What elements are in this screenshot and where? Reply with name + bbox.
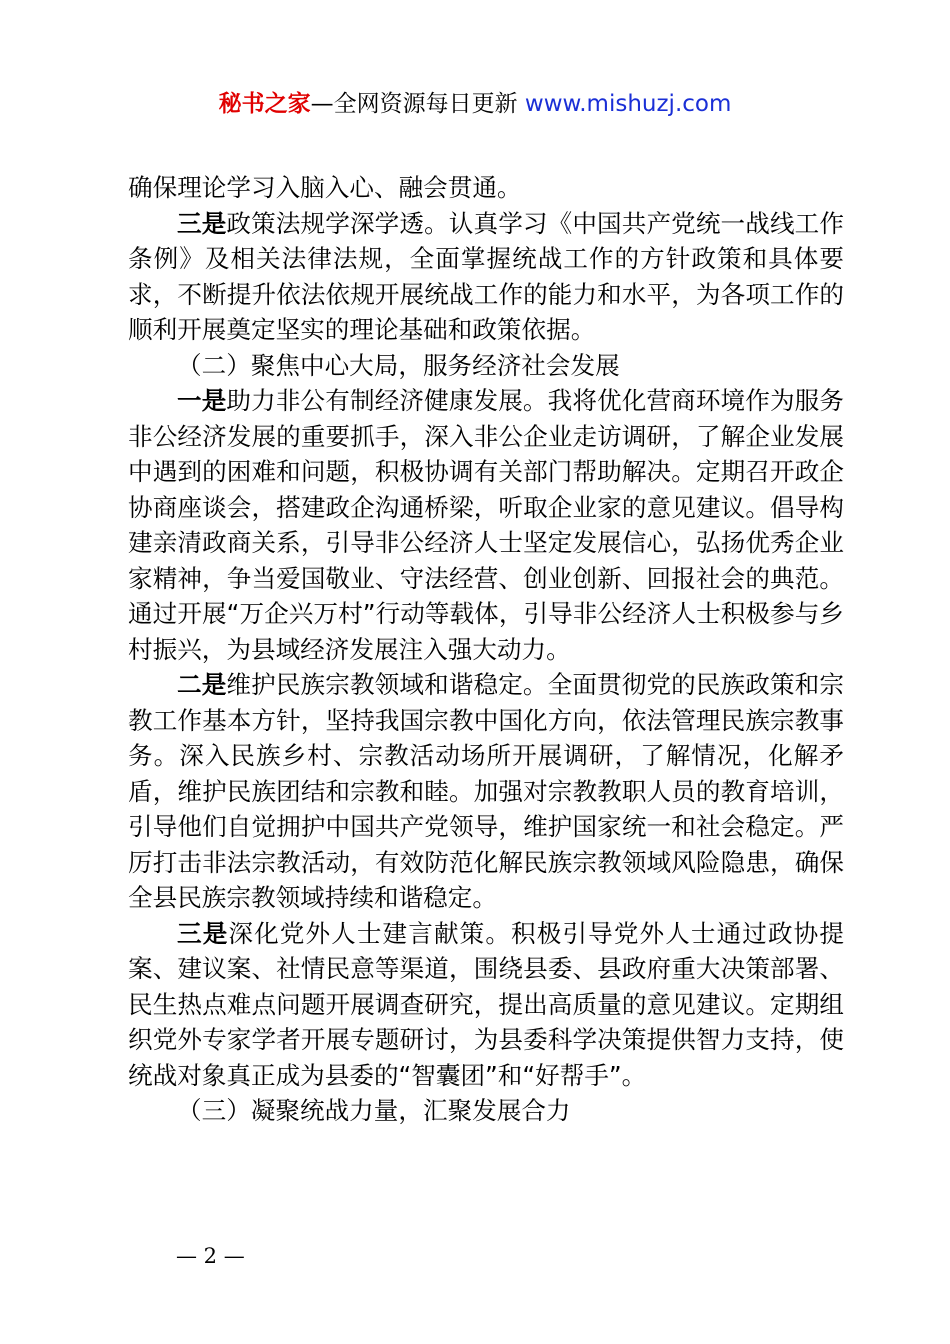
paragraph-item (128, 667, 844, 916)
section-heading (128, 1093, 844, 1129)
paragraph-text: 政策法规学深学透。认真学习《中国共产党统一战线工作条例》及相关法律法规，全面掌握统战工作的方针政策和具体要求，不断提升依法依规开展统战工作的能力和水平，为各项工作的顺利开展奠定坚实的理论基础和政策依据。 (128, 208, 844, 344)
paragraph-lead: 三是 (177, 208, 227, 238)
paragraph-text: 助力非公有制经济健康发展。我将优化营商环境作为服务非公经济发展的重要抓手，深入非公企业走访调研，了解企业发展中遇到的困难和问题，积极协调有关部门帮助解决。定期召开政企协商座谈会，搭建政企沟通桥梁，听取企业家的意见建议。倡导构建亲清政商关系，引导非公经济人士坚定发展信心，弘扬优秀企业家精神，争当爱国敬业、守法经营、创业创新、回报社会的典范。通过开展“万企兴万村”行动等载体，引导非公经济人士积极参与乡村振兴，为县域经济发展注入强大动力。 (128, 386, 844, 664)
paragraph-item (128, 916, 844, 1094)
section-heading-text: （二）聚焦中心大局，服务经济社会发展 (177, 350, 620, 380)
paragraph-lead: 三是 (177, 918, 229, 948)
site-slogan: —全网资源每日更新 (310, 91, 525, 117)
paragraph-item (128, 383, 844, 667)
section-heading-text: （三）凝聚统战力量，汇聚发展合力 (177, 1096, 571, 1125)
site-header (0, 86, 950, 122)
site-brand: 秘书之家 (218, 91, 311, 117)
page-number: — 2 — (176, 1244, 245, 1268)
document-body (128, 170, 844, 1129)
paragraph-text: 维护民族宗教领域和谐稳定。全面贯彻党的民族政策和宗教工作基本方针，坚持我国宗教中国化方向，依法管理民族宗教事务。深入民族乡村、宗教活动场所开展调研，了解情况，化解矛盾，维护民族团结和宗教和睦。加强对宗教教职人员的教育培训，引导他们自觉拥护中国共产党领导，维护国家统一和社会稳定。严厉打击非法宗教活动，有效防范化解民族宗教领域风险隐患，确保全县民族宗教领域持续和谐稳定。 (128, 670, 844, 912)
paragraph-text: 确保理论学习入脑入心、融会贯通。 (128, 173, 522, 202)
section-heading (128, 348, 844, 384)
paragraph-text: 深化党外人士建言献策。积极引导党外人士通过政协提案、建议案、社情民意等渠道，围绕县委、县政府重大决策部署、民生热点难点问题开展调查研究，提出高质量的意见建议。定期组织党外专家学者开展专题研讨，为县委科学决策提供智力支持，使统战对象真正成为县委的“智囊团”和“好帮手”。 (128, 918, 844, 1090)
paragraph-lead: 二是 (177, 670, 227, 699)
paragraph-item (128, 206, 844, 348)
paragraph-lead: 一是 (177, 386, 227, 415)
paragraph-continuation (128, 170, 844, 206)
site-url-link[interactable]: www.mishuzj.com (524, 91, 732, 117)
